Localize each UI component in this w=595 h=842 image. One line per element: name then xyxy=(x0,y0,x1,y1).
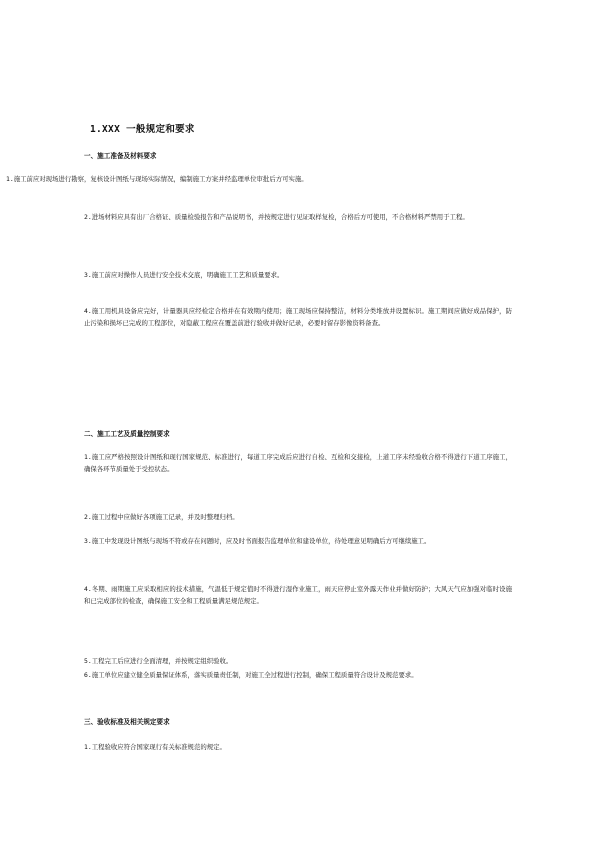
paragraph-text: 1.工程验收应符合国家现行有关标准规范的规定。 xyxy=(84,743,226,751)
paragraph xyxy=(84,670,512,682)
paragraph-text: 5.工程完工后应进行全面清理，并按规定组织验收。 xyxy=(84,657,233,665)
paragraph xyxy=(84,512,504,524)
paragraph-text: 1.施工应严格按照设计图纸和现行国家规范、标准进行，每道工序完成后应进行自检、互检和交接检，上道工序未经验收合格不得进行下道工序施工，确保各环节质量处于受控状态。 xyxy=(84,453,512,473)
paragraph-text: 3.施工前应对操作人员进行安全技术交底，明确施工工艺和质量要求。 xyxy=(84,271,284,279)
paragraph xyxy=(84,306,512,329)
paragraph xyxy=(84,452,512,475)
paragraph xyxy=(84,742,504,754)
paragraph-text: 3.施工中发现设计图纸与现场不符或存在问题时，应及时书面报告监理单位和建设单位，待处理意见明确后方可继续施工。 xyxy=(84,537,431,545)
paragraph xyxy=(84,270,504,282)
paragraph xyxy=(6,174,502,186)
document-heading: 1.XXX 一般规定和要求 xyxy=(90,124,195,135)
section-title: 三、验收标准及相关规定要求 xyxy=(84,718,170,726)
paragraph-text: 4.施工用机具设备应完好，计量器具应经检定合格并在有效期内使用；施工现场应保持整洁，材料分类堆放并设置标识。施工期间应做好成品保护，防止污染和损坏已完成的工程部位，对隐蔽工程应在覆盖前进行验收并做好记录，必要时留存影像资料备查。 xyxy=(84,307,512,327)
paragraph-text: 4.冬期、雨期施工应采取相应的技术措施，气温低于规定值时不得进行湿作业施工，雨天应停止室外露天作业并做好防护；大风天气应加强对临时设施和已完成部位的检查，确保施工安全和工程质量满足规范规定。 xyxy=(84,585,512,605)
paragraph-text: 2.施工过程中应做好各项施工记录，并及时整理归档。 xyxy=(84,513,239,521)
paragraph xyxy=(84,536,512,548)
paragraph xyxy=(84,212,504,224)
paragraph-text: 6.施工单位应建立健全质量保证体系，落实质量责任制，对施工全过程进行控制，确保工程质量符合设计及规范要求。 xyxy=(84,671,418,679)
paragraph xyxy=(84,584,512,607)
paragraph-text: 1.施工前应对现场进行勘察，复核设计图纸与现场实际情况，编制施工方案并经监理单位审批后方可实施。 xyxy=(6,175,308,183)
section-title: 一、施工准备及材料要求 xyxy=(84,152,157,160)
paragraph xyxy=(84,656,504,668)
section-title: 二、施工工艺及质量控制要求 xyxy=(84,430,170,438)
paragraph-text: 2.进场材料应具有出厂合格证、质量检验报告和产品说明书，并按规定进行见证取样复检，合格后方可使用，不合格材料严禁用于工程。 xyxy=(84,213,469,221)
